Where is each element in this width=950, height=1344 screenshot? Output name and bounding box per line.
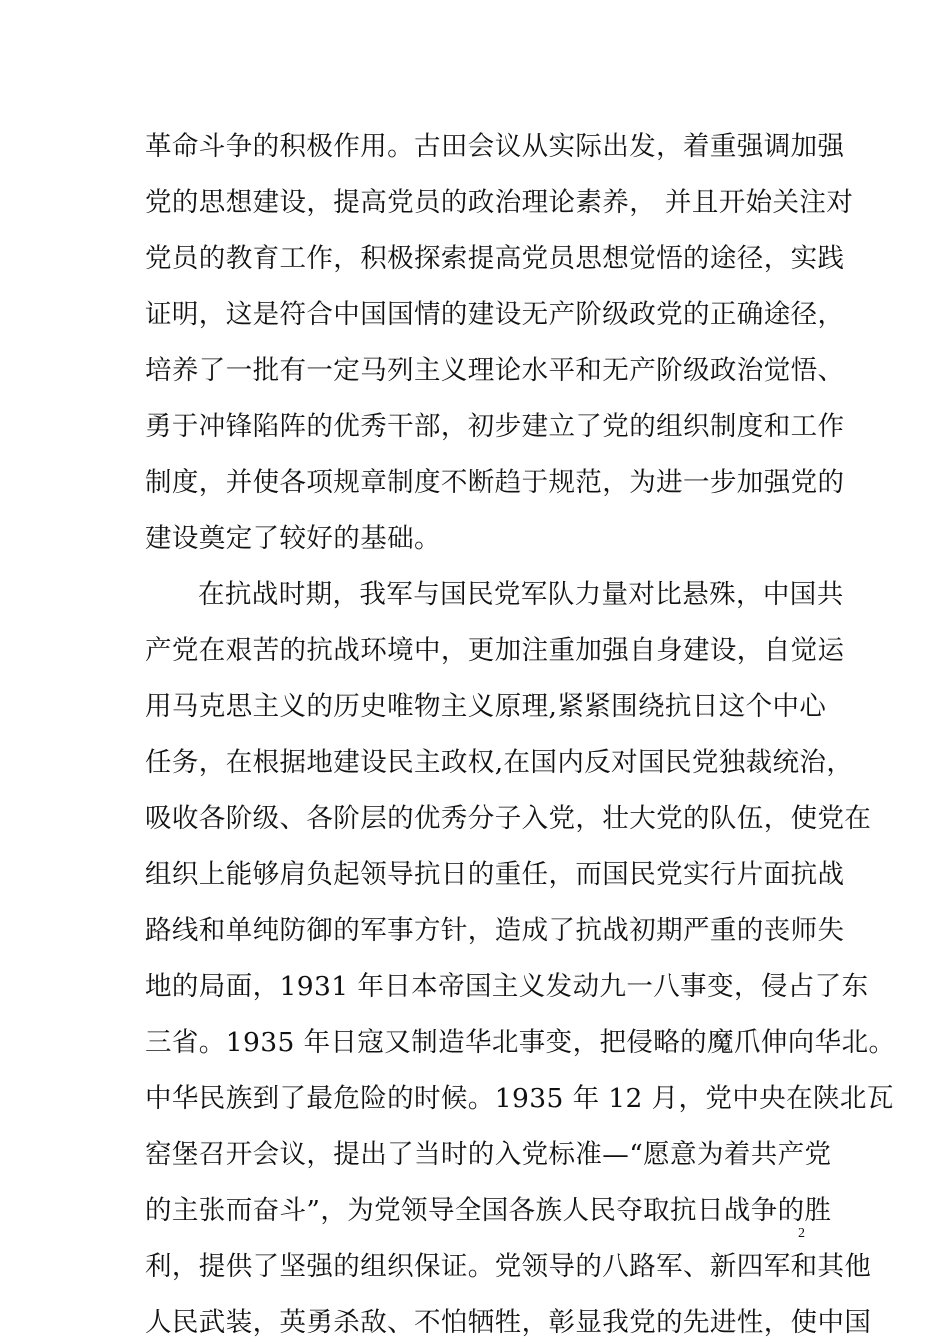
text-line: 证明，这是符合中国国情的建设无产阶级政党的正确途径， <box>145 299 845 330</box>
paragraph-first-line: 在抗战时期，我军与国民党军队力量对比悬殊，中国共 <box>198 579 844 610</box>
text-line: 培养了一批有一定马列主义理论水平和无产阶级政治觉悟、 <box>145 355 845 386</box>
text-line: 党的思想建设，提高党员的政治理论素养， 并且开始关注对 <box>145 187 854 218</box>
text-line: 中华民族到了最危险的时候。1935 年 12 月，党中央在陕北瓦 <box>145 1083 894 1114</box>
text-line: 地的局面，1931 年日本帝国主义发动九一八事变，侵占了东 <box>145 971 869 1002</box>
text-line: 建设奠定了较好的基础。 <box>145 523 441 554</box>
text-line: 组织上能够肩负起领导抗日的重任，而国民党实行片面抗战 <box>145 859 845 890</box>
text-line: 吸收各阶级、各阶层的优秀分子入党，壮大党的队伍，使党在 <box>145 803 872 834</box>
text-line: 利，提供了坚强的组织保证。党领导的八路军、新四军和其他 <box>145 1251 872 1282</box>
text-line: 路线和单纯防御的军事方针，造成了抗战初期严重的丧师失 <box>145 915 845 946</box>
text-line: 用马克思主义的历史唯物主义原理,紧紧围绕抗日这个中心 <box>145 691 827 722</box>
text-line: 制度，并使各项规章制度不断趋于规范，为进一步加强党的 <box>145 467 845 498</box>
text-line: 窑堡召开会议，提出了当时的入党标准—“愿意为着共产党 <box>145 1139 832 1170</box>
text-line: 三省。1935 年日寇又制造华北事变，把侵略的魔爪伸向华北。 <box>145 1027 896 1058</box>
text-line: 党员的教育工作，积极探索提高党员思想觉悟的途径，实践 <box>145 243 845 274</box>
text-line: 人民武装，英勇杀敌、不怕牺牲，彰显我党的先进性，使中国 <box>145 1307 872 1338</box>
text-line: 产党在艰苦的抗战环境中，更加注重加强自身建设，自觉运 <box>145 635 845 666</box>
text-line: 革命斗争的积极作用。古田会议从实际出发，着重强调加强 <box>145 131 845 162</box>
text-line: 任务，在根据地建设民主政权,在国内反对国民党独裁统治， <box>145 747 854 778</box>
page-number: 2 <box>798 1226 805 1241</box>
text-line: 勇于冲锋陷阵的优秀干部，初步建立了党的组织制度和工作 <box>145 411 845 442</box>
text-line: 的主张而奋斗”，为党领导全国各族人民夺取抗日战争的胜 <box>145 1195 832 1226</box>
